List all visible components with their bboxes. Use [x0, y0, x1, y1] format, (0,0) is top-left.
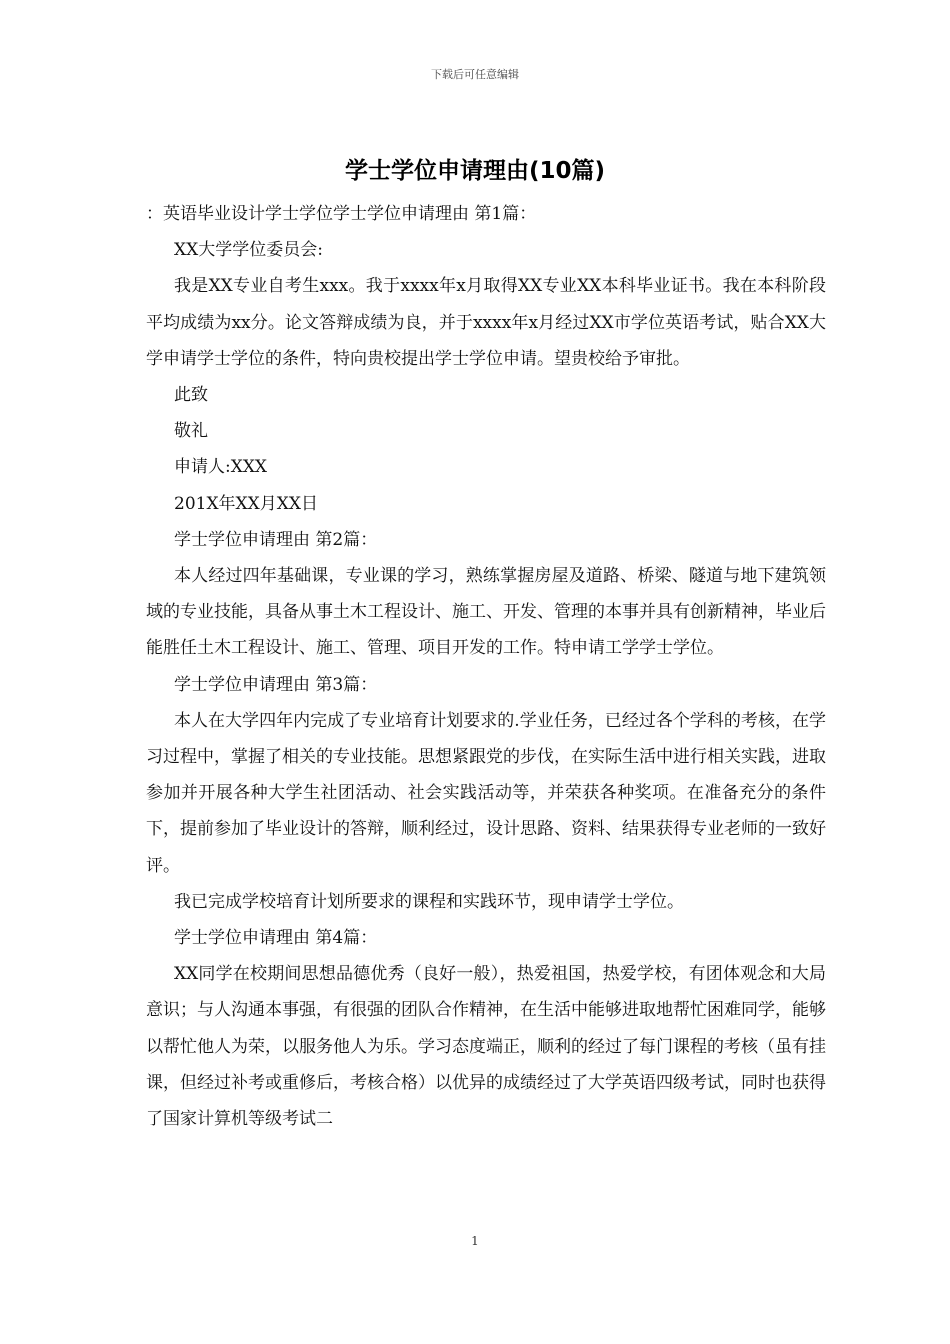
document-title: 学士学位申请理由(10篇) — [344, 158, 606, 184]
section-heading: 学士学位申请理由 第4篇： — [174, 928, 378, 949]
paragraph-body: 我是XX专业自考生xxx。我于xxxx年x月取得XX专业XX本科毕业证书。我在本科阶段平均成绩为xx分。论文答辩成绩为良，并于xxxx年x月经过XX市学位英语考试，贴合XX大学申请学士学位的条件，特向贵校提出学士学位申请。望贵校给予审批。 — [146, 276, 826, 369]
paragraph-closing: 此致 — [174, 385, 208, 406]
paragraph-signature: 申请人:XXX — [174, 457, 268, 478]
paragraph-body: 本人在大学四年内完成了专业培育计划要求的.学业任务，已经过各个学科的考核，在学习过程中，掌握了相关的专业技能。思想紧跟党的步伐，在实际生活中进行相关实践，进取参加并开展各种大学生社团活动、社会实践活动等，并荣获各种奖项。在准备充分的条件下，提前参加了毕业设计的答辩，顺利经过，设计思路、资料、结果获得专业老师的一致好评。 — [146, 710, 826, 876]
paragraph-intro: ：英语毕业设计学士学位学士学位申请理由 第1篇： — [146, 204, 537, 224]
paragraph-salutation: XX大学学位委员会: — [174, 240, 323, 261]
paragraph-body: 本人经过四年基础课，专业课的学习，熟练掌握房屋及道路、桥梁、隧道与地下建筑领域的专业技能，具备从事土木工程设计、施工、开发、管理的本事并具有创新精神，毕业后能胜任土木工程设计、施工、管理、项目开发的工作。特申请工学学士学位。 — [146, 566, 826, 659]
page-number: 1 — [471, 1234, 479, 1248]
paragraph-date: 201X年XX月XX日 — [174, 493, 318, 514]
page-header: 下载后可任意编辑 — [431, 68, 519, 81]
paragraph-body: XX同学在校期间思想品德优秀（良好一般），热爱祖国，热爱学校，有团体观念和大局意识；与人沟通本事强，有很强的团队合作精神，在生活中能够进取地帮忙困难同学，能够以帮忙他人为荣，以服务他人为乐。学习态度端正，顺利的经过了每门课程的考核（虽有挂课，但经过补考或重修后，考核合格）以优异的成绩经过了大学英语四级考试，同时也获得了国家计算机等级考试二 — [146, 964, 826, 1130]
paragraph-closing: 敬礼 — [174, 421, 208, 442]
document-body — [146, 196, 826, 1137]
paragraph-body: 我已完成学校培育计划所要求的课程和实践环节，现申请学士学位。 — [174, 891, 684, 912]
section-heading: 学士学位申请理由 第3篇： — [174, 674, 378, 695]
section-heading: 学士学位申请理由 第2篇： — [174, 529, 378, 550]
